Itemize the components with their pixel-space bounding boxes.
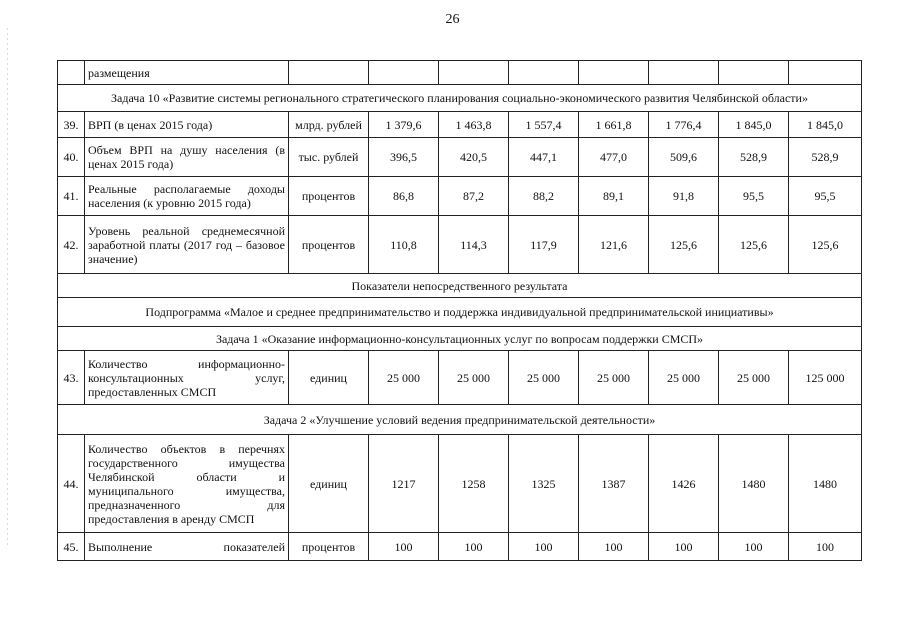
value-cell: 91,8 [649, 177, 719, 216]
subprogram-heading: Подпрограмма «Малое и среднее предпринимательство и поддержка индивидуальной предпринимательской инициативы» [58, 298, 862, 327]
value-cell: 1 661,8 [579, 112, 649, 138]
row-number-cell: 40. [58, 138, 85, 177]
indicator-name-cell: Количество информационно-консультационных услуг, предоставленных СМСП [85, 351, 289, 405]
scan-edge-mark [7, 28, 8, 548]
value-cell: 110,8 [369, 216, 439, 274]
value-cell: 1325 [509, 435, 579, 533]
indicator-name-cell: Уровень реальной среднемесячной заработной платы (2017 год – базовое значение) [85, 216, 289, 274]
unit-cell: единиц [289, 351, 369, 405]
value-cell: 100 [649, 533, 719, 561]
value-cell: 117,9 [509, 216, 579, 274]
value-cell: 100 [579, 533, 649, 561]
value-cell [369, 61, 439, 85]
task-2-heading: Задача 2 «Улучшение условий ведения предпринимательской деятельности» [58, 405, 862, 435]
row-number-cell: 44. [58, 435, 85, 533]
value-cell: 125,6 [719, 216, 789, 274]
value-cell: 125,6 [789, 216, 862, 274]
indicator-name-cell: размещения [85, 61, 289, 85]
indicator-name-cell: ВРП (в ценах 2015 года) [85, 112, 289, 138]
value-cell: 420,5 [439, 138, 509, 177]
unit-cell: процентов [289, 216, 369, 274]
section-heading-row [58, 274, 862, 298]
indicator-name-cell: Выполнение показателей [85, 533, 289, 561]
value-cell: 1258 [439, 435, 509, 533]
section-heading-row [58, 405, 862, 435]
unit-cell: процентов [289, 533, 369, 561]
table-row [58, 216, 862, 274]
table-row [58, 177, 862, 216]
value-cell: 1 379,6 [369, 112, 439, 138]
task-10-heading: Задача 10 «Развитие системы регионального стратегического планирования социально-экономического развития Челябинской области» [58, 85, 862, 112]
table-row [58, 351, 862, 405]
indicators-table [57, 60, 862, 561]
table-row [58, 112, 862, 138]
value-cell: 528,9 [719, 138, 789, 177]
value-cell: 100 [439, 533, 509, 561]
value-cell: 1 845,0 [719, 112, 789, 138]
indicator-name-cell: Количество объектов в перечнях государственного имущества Челябинской области и муниципального имущества, предназначенного для предоставления в аренду СМСП [85, 435, 289, 533]
value-cell [579, 61, 649, 85]
value-cell: 114,3 [439, 216, 509, 274]
row-number-cell: 43. [58, 351, 85, 405]
table-row [58, 533, 862, 561]
value-cell: 95,5 [719, 177, 789, 216]
row-number-cell: 39. [58, 112, 85, 138]
unit-cell [289, 61, 369, 85]
row-number-cell: 42. [58, 216, 85, 274]
value-cell: 125,6 [649, 216, 719, 274]
value-cell: 1 557,4 [509, 112, 579, 138]
value-cell: 25 000 [369, 351, 439, 405]
value-cell: 25 000 [509, 351, 579, 405]
section-heading-row [58, 327, 862, 351]
section-heading-row [58, 85, 862, 112]
unit-cell: единиц [289, 435, 369, 533]
value-cell: 1 845,0 [789, 112, 862, 138]
value-cell: 125 000 [789, 351, 862, 405]
value-cell: 447,1 [509, 138, 579, 177]
value-cell [509, 61, 579, 85]
value-cell [439, 61, 509, 85]
value-cell: 95,5 [789, 177, 862, 216]
value-cell: 509,6 [649, 138, 719, 177]
unit-cell: млрд. рублей [289, 112, 369, 138]
value-cell: 100 [789, 533, 862, 561]
value-cell: 396,5 [369, 138, 439, 177]
value-cell: 1480 [789, 435, 862, 533]
value-cell: 25 000 [579, 351, 649, 405]
value-cell [719, 61, 789, 85]
value-cell: 1 776,4 [649, 112, 719, 138]
value-cell: 1480 [719, 435, 789, 533]
value-cell [649, 61, 719, 85]
value-cell: 1387 [579, 435, 649, 533]
section-heading-row [58, 298, 862, 327]
value-cell: 100 [509, 533, 579, 561]
value-cell: 87,2 [439, 177, 509, 216]
indicator-name-cell: Реальные располагаемые доходы населения (к уровню 2015 года) [85, 177, 289, 216]
task-1-heading: Задача 1 «Оказание информационно-консультационных услуг по вопросам поддержки СМСП» [58, 327, 862, 351]
value-cell: 121,6 [579, 216, 649, 274]
value-cell: 100 [719, 533, 789, 561]
value-cell: 1217 [369, 435, 439, 533]
row-number-cell: 41. [58, 177, 85, 216]
table-row [58, 435, 862, 533]
value-cell: 25 000 [649, 351, 719, 405]
value-cell: 25 000 [439, 351, 509, 405]
direct-results-heading: Показатели непосредственного результата [58, 274, 862, 298]
row-number-cell: 45. [58, 533, 85, 561]
value-cell: 1426 [649, 435, 719, 533]
value-cell: 25 000 [719, 351, 789, 405]
value-cell: 477,0 [579, 138, 649, 177]
value-cell: 1 463,8 [439, 112, 509, 138]
unit-cell: тыс. рублей [289, 138, 369, 177]
value-cell: 88,2 [509, 177, 579, 216]
row-number-cell [58, 61, 85, 85]
value-cell: 100 [369, 533, 439, 561]
table-row [58, 138, 862, 177]
value-cell [789, 61, 862, 85]
value-cell: 89,1 [579, 177, 649, 216]
unit-cell: процентов [289, 177, 369, 216]
table-row [58, 61, 862, 85]
value-cell: 528,9 [789, 138, 862, 177]
indicator-name-cell: Объем ВРП на душу населения (в ценах 2015 года) [85, 138, 289, 177]
page-number: 26 [445, 12, 460, 27]
value-cell: 86,8 [369, 177, 439, 216]
